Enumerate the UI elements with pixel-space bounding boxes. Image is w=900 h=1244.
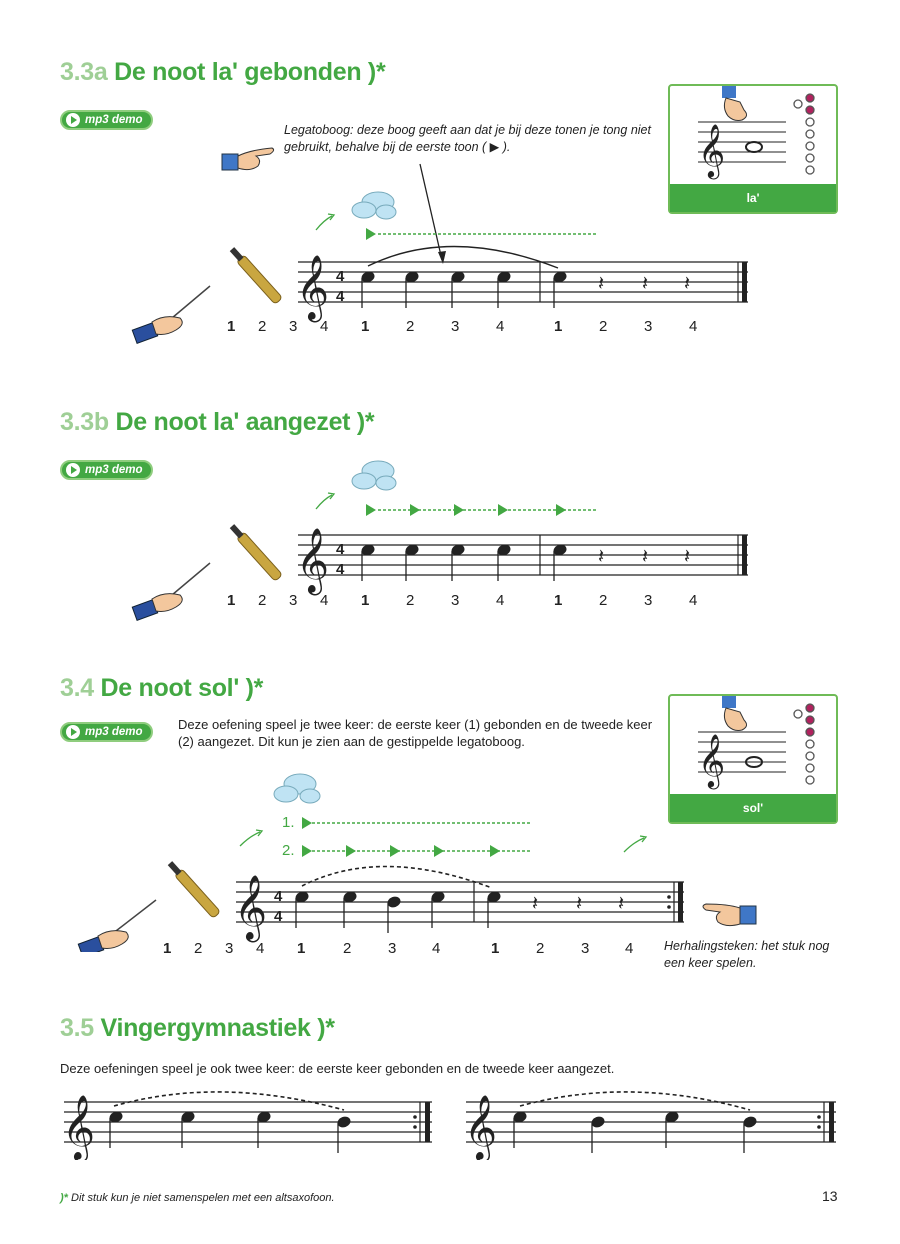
count: 1 [227,592,236,609]
mp3-label: mp3 demo [85,726,143,738]
mp3-demo-button[interactable] [60,722,153,742]
pointing-hand-icon [698,898,760,932]
treble-clef-icon: 𝄞 [464,1095,498,1160]
music-staff-3-4 [60,762,700,952]
svg-text:𝄽: 𝄽 [642,544,649,568]
count: 2 [258,318,267,335]
hand-icon [724,98,746,121]
treble-clef-icon: 𝄞 [698,123,726,177]
play-icon [66,725,80,739]
play-mark-2: 2. [282,842,295,859]
play-icon [66,113,80,127]
exercise-2 [464,1092,836,1160]
section-number: 3.5 [60,1014,94,1042]
count: 2 [194,940,203,957]
footer-text: Dit stuk kun je niet samenspelen met een altsaxofoon. [71,1192,335,1204]
count: 3 [644,318,653,335]
mp3-label: mp3 demo [85,464,143,476]
section-number: 3.3a [60,58,108,86]
svg-text:𝄽: 𝄽 [598,271,605,295]
breath-cloud-icon [352,461,396,490]
time-sig-bottom: 4 [336,288,345,305]
count: 4 [320,318,329,335]
svg-text:𝄽: 𝄽 [684,544,691,568]
treble-clef-icon: 𝄞 [62,1095,96,1160]
count: 1 [297,940,306,957]
section-heading: Vingergymnastiek )* [100,1014,335,1042]
section-heading: De noot la' aangezet )* [115,408,375,436]
mp3-label: mp3 demo [85,114,143,126]
count: 1 [163,940,172,957]
pointing-hand-icon [220,140,280,180]
footer-note [60,1192,335,1204]
section-title-3-4 [60,674,263,703]
saxophone-icon [166,860,220,919]
count: 1 [491,940,500,957]
svg-text:𝄽: 𝄽 [598,544,605,568]
breath-cloud-icon [352,192,396,219]
count: 3 [581,940,590,957]
svg-text:𝄽: 𝄽 [532,891,539,915]
section-heading: De noot la' gebonden )* [114,58,386,86]
treble-clef-icon: 𝄞 [698,733,726,787]
conductor-hand-icon [132,317,182,344]
count: 2 [258,592,267,609]
conductor-hand-icon [78,931,128,952]
time-sig-top: 4 [274,888,283,905]
count: 2 [599,592,608,609]
count: 4 [625,940,634,957]
hand-icon [724,708,746,731]
count: 3 [289,318,298,335]
count: 4 [496,592,505,609]
count: 3 [289,592,298,609]
time-sig-bottom: 4 [336,561,345,578]
page-number: 13 [822,1188,838,1204]
count: 2 [406,592,415,609]
music-staff-3-3b [120,455,760,625]
section-title-3-3b [60,408,374,437]
count: 2 [406,318,415,335]
treble-clef-icon: 𝄞 [296,255,330,320]
rest-icons [598,271,690,295]
saxophone-icon [228,246,282,305]
count: 1 [361,592,370,609]
count: 2 [599,318,608,335]
exercise-1 [62,1092,432,1160]
time-sig-bottom: 4 [274,908,283,925]
card-label: sol' [670,794,836,822]
svg-text:𝄽: 𝄽 [684,271,691,295]
attack-markers [302,845,500,857]
time-sig-top: 4 [336,541,345,558]
count: 2 [343,940,352,957]
footer-mark: )* [60,1192,68,1204]
count: 1 [554,592,563,609]
play-icon [66,463,80,477]
time-sig-top: 4 [336,268,345,285]
svg-text:𝄽: 𝄽 [576,891,583,915]
card-label: la' [670,184,836,212]
exercise-staves-3-5 [60,1080,840,1160]
treble-clef-icon: 𝄞 [234,875,268,940]
conductor-hand-icon [132,594,182,621]
count: 4 [496,318,505,335]
count: 3 [388,940,397,957]
section-3-5-text: Deze oefeningen speel je ook twee keer: de eerste keer gebonden en de tweede keer aangezet. [60,1061,615,1076]
count: 4 [432,940,441,957]
section-3-4-text: Deze oefening speel je twee keer: de eerste keer (1) gebonden en de tweede keer (2) aangezet. Dit kun je zien aan de gestippelde legatoboog. [178,717,653,749]
count: 4 [256,940,265,957]
section-title-3-5 [60,1014,335,1043]
count: 3 [225,940,234,957]
music-staff-3-3a [120,180,760,350]
count: 4 [689,318,698,335]
svg-text:𝄽: 𝄽 [642,271,649,295]
section-number: 3.4 [60,674,94,702]
section-heading: De noot sol' )* [100,674,264,702]
saxophone-icon [228,523,282,582]
count: 2 [536,940,545,957]
svg-text:𝄽: 𝄽 [618,891,625,915]
count: 3 [451,592,460,609]
card-staff [670,86,836,184]
section-number: 3.3b [60,408,109,436]
count: 1 [554,318,563,335]
repeat-sign-note: Herhalingsteken: het stuk nog een keer spelen. [664,939,830,970]
play-mark-1: 1. [282,814,295,831]
section-title-3-3a [60,58,385,87]
count: 3 [644,592,653,609]
breath-cloud-icon [274,774,320,803]
treble-clef-icon: 𝄞 [296,528,330,593]
count: 4 [320,592,329,609]
legato-note: Legatoboog: deze boog geeft aan dat je bij deze tonen je tong niet gebruikt, behalve bij de eerste toon ( ▶ ). [284,123,651,154]
mp3-demo-button[interactable] [60,110,153,130]
count: 1 [227,318,236,335]
count: 4 [689,592,698,609]
count: 3 [451,318,460,335]
count: 1 [361,318,370,335]
